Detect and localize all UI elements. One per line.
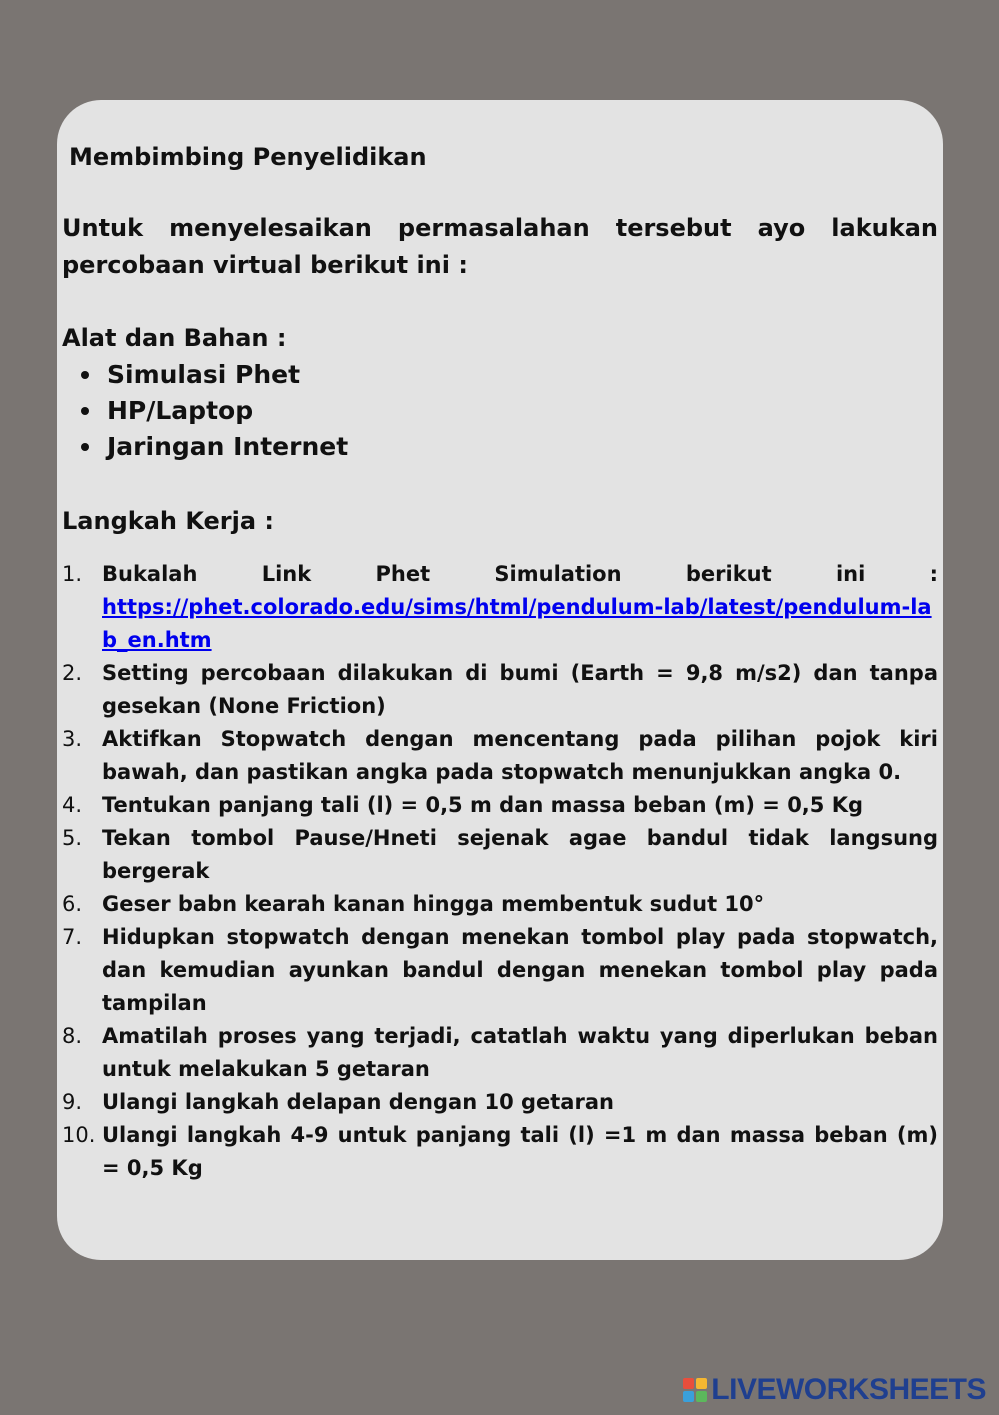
step-item-8 xyxy=(62,1020,938,1086)
step-number: 10. xyxy=(62,1123,96,1147)
step-item-4 xyxy=(62,789,938,822)
logo-tile xyxy=(683,1391,694,1402)
logo-tile xyxy=(696,1391,707,1402)
step-text: Aktifkan Stopwatch dengan mencentang pada pilihan pojok kiri bawah, dan pastikan angka pada stopwatch menunjukkan angka 0. xyxy=(102,727,938,784)
step-text: Tekan tombol Pause/Hneti sejenak agae bandul tidak langsung bergerak xyxy=(102,826,938,883)
bullet-icon xyxy=(81,407,89,415)
step-item-6 xyxy=(62,888,938,921)
step-number: 1. xyxy=(62,562,83,586)
step-number: 6. xyxy=(62,892,83,916)
logo-tile xyxy=(683,1378,694,1389)
step-number: 7. xyxy=(62,925,83,949)
step-item-10 xyxy=(62,1119,938,1185)
step-item-2 xyxy=(62,657,938,723)
worksheet-content xyxy=(62,138,938,1185)
steps-list xyxy=(62,558,938,1185)
step-text: Geser babn kearah kanan hingga membentuk sudut 10° xyxy=(102,892,765,916)
intro-paragraph: Untuk menyelesaikan permasalahan tersebut ayo lakukan percobaan virtual berikut ini : xyxy=(62,214,938,279)
list-item: Jaringan Internet xyxy=(62,429,938,465)
step-number: 5. xyxy=(62,826,83,850)
step-item-5 xyxy=(62,822,938,888)
step-number: 9. xyxy=(62,1090,83,1114)
tools-list xyxy=(62,357,938,465)
list-item: HP/Laptop xyxy=(62,393,938,429)
step-text: Amatilah proses yang terjadi, catatlah waktu yang diperlukan beban untuk melakukan 5 getaran xyxy=(102,1024,938,1081)
step-text: Hidupkan stopwatch dengan menekan tombol play pada stopwatch, dan kemudian ayunkan bandul dengan menekan tombol play pada tampilan xyxy=(102,925,938,1015)
page-title: Membimbing Penyelidikan xyxy=(69,143,427,171)
step-number: 2. xyxy=(62,661,83,685)
step-text: Setting percobaan dilakukan di bumi (Earth = 9,8 m/s2) dan tanpa gesekan (None Friction) xyxy=(102,661,938,718)
list-item: Simulasi Phet xyxy=(62,357,938,393)
step-number: 3. xyxy=(62,727,83,751)
step-item-9 xyxy=(62,1086,938,1119)
tools-heading: Alat dan Bahan : xyxy=(62,324,287,352)
phet-simulation-link[interactable]: https://phet.colorado.edu/sims/html/pendulum-lab/latest/pendulum-lab_en.htm xyxy=(102,595,932,652)
step-number: 8. xyxy=(62,1024,83,1048)
step-item-7 xyxy=(62,921,938,1020)
step-number: 4. xyxy=(62,793,83,817)
bullet-icon xyxy=(81,443,89,451)
step-item-3 xyxy=(62,723,938,789)
bullet-icon xyxy=(81,371,89,379)
logo-text: LIVEWORKSHEETS xyxy=(711,1373,986,1406)
steps-heading: Langkah Kerja : xyxy=(62,507,275,535)
logo-tiles-icon xyxy=(683,1378,707,1402)
liveworksheets-logo xyxy=(683,1372,986,1408)
step-text: Ulangi langkah delapan dengan 10 getaran xyxy=(102,1090,614,1114)
step-text: Tentukan panjang tali (l) = 0,5 m dan massa beban (m) = 0,5 Kg xyxy=(102,793,864,817)
step-text: Ulangi langkah 4-9 untuk panjang tali (l) =1 m dan massa beban (m) = 0,5 Kg xyxy=(102,1123,938,1180)
step-item-1 xyxy=(62,558,938,657)
logo-tile xyxy=(696,1378,707,1389)
step-text: Bukalah Link Phet Simulation berikut ini : xyxy=(102,562,938,586)
